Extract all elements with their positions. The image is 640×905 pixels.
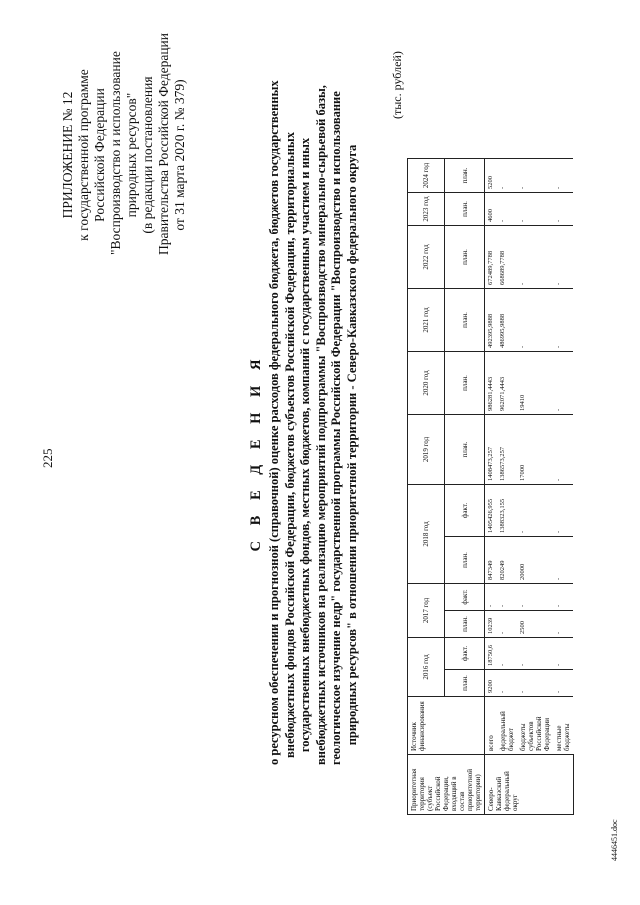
value-cell: 9200 xyxy=(485,670,498,697)
value-cell: - xyxy=(553,638,573,670)
value-cell: - xyxy=(553,670,573,697)
header-year: 2016 год xyxy=(408,638,445,697)
value-cell: 19410 xyxy=(517,352,553,415)
header-plan: план. xyxy=(445,670,485,697)
table-row xyxy=(517,159,553,815)
value-cell: - xyxy=(553,485,573,537)
header-plan: план. xyxy=(445,611,485,638)
subtitle-line: государственных внебюджетных фондов, местных бюджетов, компаний с государственным участием и иных xyxy=(298,137,312,753)
appendix-line: Российской Федерации xyxy=(92,88,107,222)
subtitle-line: геологическое изучение недр" государственной программы Российской Федерации "Воспроизводство и использование xyxy=(329,91,343,765)
value-cell: 820249 xyxy=(497,537,517,584)
value-cell: - xyxy=(553,584,573,611)
value-cell: - xyxy=(497,638,517,670)
appendix-line: ПРИЛОЖЕНИЕ № 12 xyxy=(60,91,75,219)
value-cell: 1386573,257 xyxy=(497,415,517,485)
value-cell: 847349 xyxy=(485,537,498,584)
header-plan: план. xyxy=(445,537,485,584)
header-year: 2019 год xyxy=(408,415,445,485)
value-cell: 1388323,155 xyxy=(497,485,517,537)
value-cell: - xyxy=(497,159,517,193)
header-source: Источник финансирования xyxy=(408,697,485,755)
value-cell: 672489,7788 xyxy=(485,226,498,289)
header-year: 2018 год xyxy=(408,485,445,584)
value-cell: 2500 xyxy=(517,611,553,638)
document-subtitle xyxy=(267,80,360,765)
funding-table xyxy=(407,158,574,815)
value-cell: - xyxy=(553,415,573,485)
document-title: С В Е Д Е Н И Я xyxy=(248,353,264,552)
table-row xyxy=(485,159,498,815)
value-cell: - xyxy=(497,611,517,638)
value-cell: - xyxy=(517,485,553,537)
value-cell: 5200 xyxy=(485,159,498,193)
value-cell: - xyxy=(553,289,573,352)
table-row xyxy=(553,159,573,815)
appendix-line: от 31 марта 2020 г. № 379) xyxy=(172,79,187,231)
header-plan: план. xyxy=(445,226,485,289)
value-cell: - xyxy=(485,584,498,611)
value-cell: 17000 xyxy=(517,415,553,485)
header-year: 2022 год xyxy=(408,226,445,289)
header-fact: факт. xyxy=(445,584,485,611)
value-cell: 10239 xyxy=(485,611,498,638)
value-cell: - xyxy=(497,584,517,611)
value-cell: - xyxy=(553,352,573,415)
value-cell: - xyxy=(553,193,573,226)
header-plan: план. xyxy=(445,415,485,485)
header-plan: план. xyxy=(445,193,485,226)
value-cell: 1405426,955 xyxy=(485,485,498,537)
document-filename: 4446451.doc xyxy=(610,819,619,861)
appendix-line: "Воспроизводство и использование xyxy=(108,51,123,255)
value-cell: 4600 xyxy=(485,193,498,226)
appendix-line: (в редакции постановления xyxy=(140,76,155,234)
source-cell: бюджеты субъектов Российской Федерации xyxy=(517,697,553,755)
header-fact: факт. xyxy=(445,485,485,537)
value-cell: 962071,4443 xyxy=(497,352,517,415)
header-year: 2020 год xyxy=(408,352,445,415)
header-year: 2017 год xyxy=(408,584,445,638)
value-cell: - xyxy=(497,193,517,226)
value-cell: 668689,7788 xyxy=(497,226,517,289)
value-cell: - xyxy=(517,670,553,697)
appendix-line: Правительства Российской Федерации xyxy=(156,33,171,255)
source-cell: федеральный бюджет xyxy=(497,697,517,755)
value-cell: - xyxy=(553,537,573,584)
value-cell: - xyxy=(517,584,553,611)
subtitle-line: внебюджетных фондов Российской Федерации, бюджетов субъектов Российской Федерации, территориальных xyxy=(282,132,297,758)
value-cell: 986281,4443 xyxy=(485,352,498,415)
value-cell: 486995,9888 xyxy=(497,289,517,352)
appendix-header xyxy=(60,33,188,255)
subtitle-line: природных ресурсов" в отношении приоритетной территории - Северо-Кавказского федерального округа xyxy=(344,144,359,746)
appendix-line: к государственной программе xyxy=(76,69,91,241)
table-row xyxy=(497,159,517,815)
header-plan: план. xyxy=(445,289,485,352)
subtitle-line: внебюджетных источников на реализацию мероприятий подпрограммы "Воспроизводство минерально-сырьевой базы, xyxy=(313,85,328,765)
header-plan: план. xyxy=(445,159,485,193)
subtitle-line: о ресурсном обеспечении и прогнозной (справочной) оценке расходов федерального бюджета, бюджетов государственных xyxy=(267,80,281,765)
value-cell: 18750,6 xyxy=(485,638,498,670)
value-cell: - xyxy=(553,611,573,638)
value-cell: - xyxy=(517,193,553,226)
source-cell: всего xyxy=(485,697,498,755)
value-cell: - xyxy=(517,159,553,193)
value-cell: 1408473,257 xyxy=(485,415,498,485)
value-cell: - xyxy=(553,226,573,289)
header-territory: Приоритетная территория (субъект Российской Федерации, входящий в состав приоритетной территории) xyxy=(408,755,485,815)
page-number: 225 xyxy=(40,448,55,468)
header-year: 2021 год xyxy=(408,289,445,352)
value-cell: 492395,9888 xyxy=(485,289,498,352)
value-cell: - xyxy=(517,638,553,670)
value-cell: - xyxy=(517,289,553,352)
header-fact: факт. xyxy=(445,638,485,670)
header-year: 2023 год xyxy=(408,193,445,226)
source-cell: местные бюджеты xyxy=(553,697,573,755)
value-cell: - xyxy=(553,159,573,193)
header-plan: план. xyxy=(445,352,485,415)
territory-cell: Северо-Кавказский федеральный округ xyxy=(485,755,574,815)
value-cell: 20000 xyxy=(517,537,553,584)
appendix-line: природных ресурсов" xyxy=(124,92,139,218)
header-year: 2024 год xyxy=(408,159,445,193)
units-label: (тыс. рублей) xyxy=(390,51,404,119)
header-row-years xyxy=(408,159,445,815)
value-cell: - xyxy=(517,226,553,289)
value-cell: - xyxy=(497,670,517,697)
